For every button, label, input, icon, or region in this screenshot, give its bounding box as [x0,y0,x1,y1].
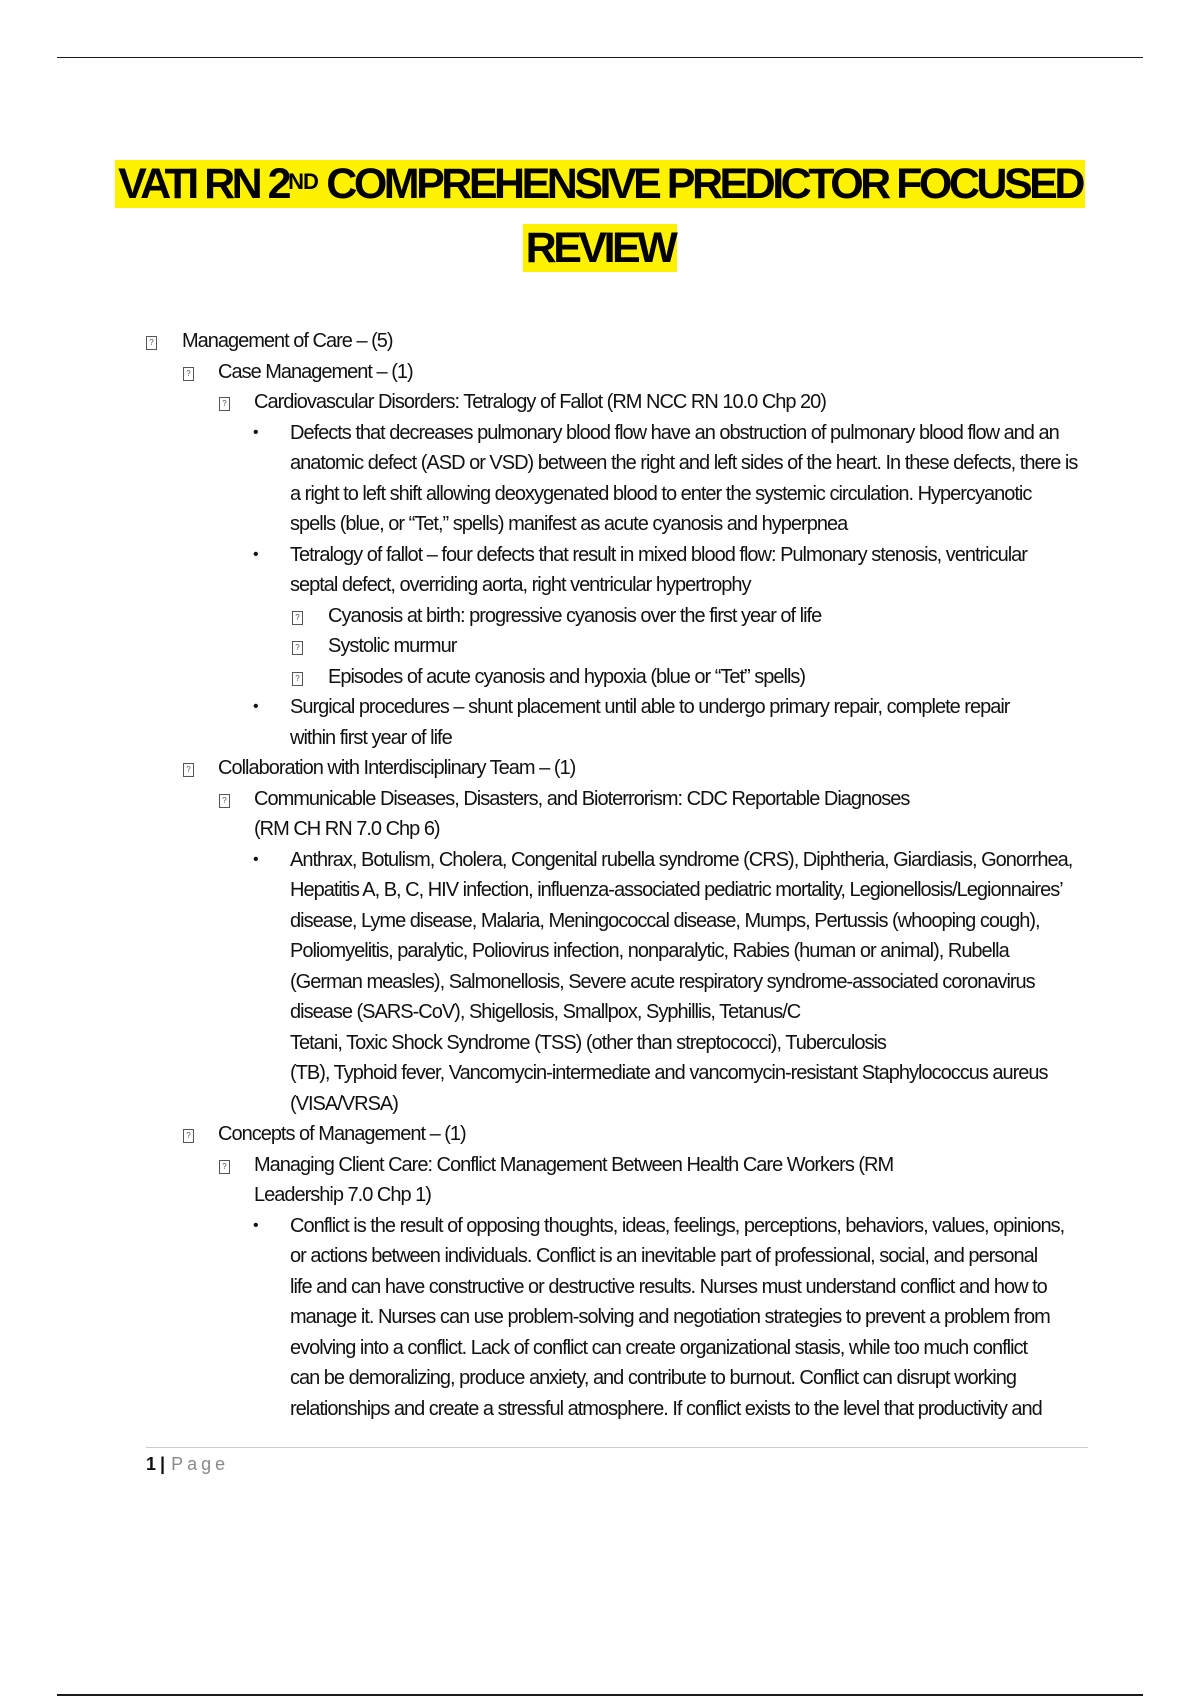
document-body [0,326,1200,1424]
bullet-glyph-icon: ? [292,611,303,625]
text-line: Episodes of acute cyanosis and hypoxia (blue or “Tet” spells) [328,665,806,688]
list-item [0,387,1200,418]
title-line-2 [0,216,1200,280]
page-footer [146,1454,229,1475]
list-item [0,540,1200,571]
bullet-glyph-icon: ? [219,1160,230,1174]
title-line-1 [0,152,1200,216]
bullet-glyph-icon: ? [183,1129,194,1143]
bullet-dot-icon: • [253,1216,259,1234]
header-rule [57,57,1143,58]
list-item [0,845,1200,876]
text-line: Conflict is the result of opposing thoughts, ideas, feelings, perceptions, behaviors, values, opinions, [290,1214,1065,1237]
list-item [0,784,1200,815]
text-line: Leadership 7.0 Chp 1) [254,1184,431,1206]
text-line: manage it. Nurses can use problem-solving and negotiation strategies to prevent a problem from [290,1306,1050,1328]
text-line: Anthrax, Botulism, Cholera, Congenital rubella syndrome (CRS), Diphtheria, Giardiasis, Gonorrhea, [290,848,1073,871]
subsection-case-management: Case Management – (1) [218,360,413,383]
text-line: Cyanosis at birth: progressive cyanosis over the first year of life [328,604,822,627]
text-line: life and can have constructive or destructive results. Nurses must understand conflict and how to [290,1275,1047,1298]
text-line: can be demoralizing, produce anxiety, and contribute to burnout. Conflict can disrupt working [290,1367,1016,1389]
bullet-dot-icon: • [253,423,259,441]
text-line: spells (blue, or “Tet,” spells) manifest as acute cyanosis and hyperpnea [290,513,848,535]
title-part-1: VATI RN 2 [118,160,289,208]
list-item [0,1119,1200,1150]
text-line: or actions between individuals. Conflict is an inevitable part of professional, social, and personal [290,1245,1038,1267]
text-line: anatomic defect (ASD or VSD) between the right and left sides of the heart. In these defects, there is [290,452,1078,474]
text-line: evolving into a conflict. Lack of conflict can create organizational stasis, while too much conflict [290,1336,1028,1359]
topic-conflict-management: Managing Client Care: Conflict Management Between Health Care Workers (RM [254,1153,894,1176]
text-line: disease, Lyme disease, Malaria, Meningococcal disease, Mumps, Pertussis (whooping cough), [290,909,1040,932]
list-item [0,1211,1200,1242]
list-item [0,631,1200,662]
bullet-glyph-icon: ? [183,763,194,777]
topic-tetralogy-of-fallot: Cardiovascular Disorders: Tetralogy of Fallot (RM NCC RN 10.0 Chp 20) [254,391,826,413]
subsection-collaboration: Collaboration with Interdisciplinary Team – (1) [218,757,576,779]
page-number: 1 [146,1454,157,1474]
text-line: Poliomyelitis, paralytic, Poliovirus infection, nonparalytic, Rabies (human or animal), Rubella [290,940,1009,962]
bullet-dot-icon: • [253,545,259,563]
bullet-dot-icon: • [253,698,259,715]
text-line: Hepatitis A, B, C, HIV infection, influenza-associated pediatric mortality, Legionellosis/Legionnaires’ [290,879,1063,901]
bullet-glyph-icon: ? [146,336,157,350]
text-line: Defects that decreases pulmonary blood flow have an obstruction of pulmonary blood flow and an [290,421,1059,444]
section-management-of-care: Management of Care – (5) [182,330,393,352]
text-line: Systolic murmur [328,635,457,657]
text-line: (TB), Typhoid fever, Vancomycin-intermediate and vancomycin-resistant Staphylococcus aureus [290,1062,1048,1084]
list-item [0,1150,1200,1181]
text-line: (VISA/VRSA) [290,1092,398,1115]
footer-separator: | [160,1454,166,1474]
text-line: Surgical procedures – shunt placement until able to undergo primary repair, complete repair [290,696,1010,718]
list-item [0,601,1200,632]
page-label: Page [171,1454,230,1474]
title-part-2: COMPREHENSIVE PREDICTOR FOCUSED [317,160,1082,208]
bullet-glyph-icon: ? [183,367,194,381]
document-title [0,152,1200,280]
list-item [0,753,1200,784]
title-review: REVIEW [523,224,678,272]
bullet-glyph-icon: ? [219,397,230,411]
footer-rule [146,1447,1088,1448]
title-superscript: ND [288,169,318,194]
bullet-glyph-icon: ? [292,641,303,655]
list-item [0,692,1200,723]
list-item [0,357,1200,388]
text-line: relationships and create a stressful atmosphere. If conflict exists to the level that productivity and [290,1397,1042,1420]
topic-communicable-diseases: Communicable Diseases, Disasters, and Bioterrorism: CDC Reportable Diagnoses [254,787,910,810]
text-line: (RM CH RN 7.0 Chp 6) [254,818,440,840]
text-line: Tetralogy of fallot – four defects that result in mixed blood flow: Pulmonary stenosis, ventricular [290,543,1027,566]
text-line: within first year of life [290,726,452,749]
list-item [0,326,1200,357]
list-item [0,662,1200,693]
bullet-glyph-icon: ? [219,794,230,808]
text-line: disease (SARS-CoV), Shigellosis, Smallpox, Syphillis, Tetanus/C [290,1001,801,1023]
bullet-glyph-icon: ? [292,672,303,686]
text-line: septal defect, overriding aorta, right ventricular hypertrophy [290,574,751,596]
bullet-dot-icon: • [253,850,259,868]
subsection-concepts-of-management: Concepts of Management – (1) [218,1123,466,1145]
text-line: (German measles), Salmonellosis, Severe acute respiratory syndrome-associated coronavirus [290,970,1035,993]
text-line: a right to left shift allowing deoxygenated blood to enter the systemic circulation. Hypercyanotic [290,482,1032,505]
list-item [0,418,1200,449]
bottom-rule [57,1694,1143,1696]
text-line: Tetani, Toxic Shock Syndrome (TSS) (other than streptococci), Tuberculosis [290,1031,886,1054]
